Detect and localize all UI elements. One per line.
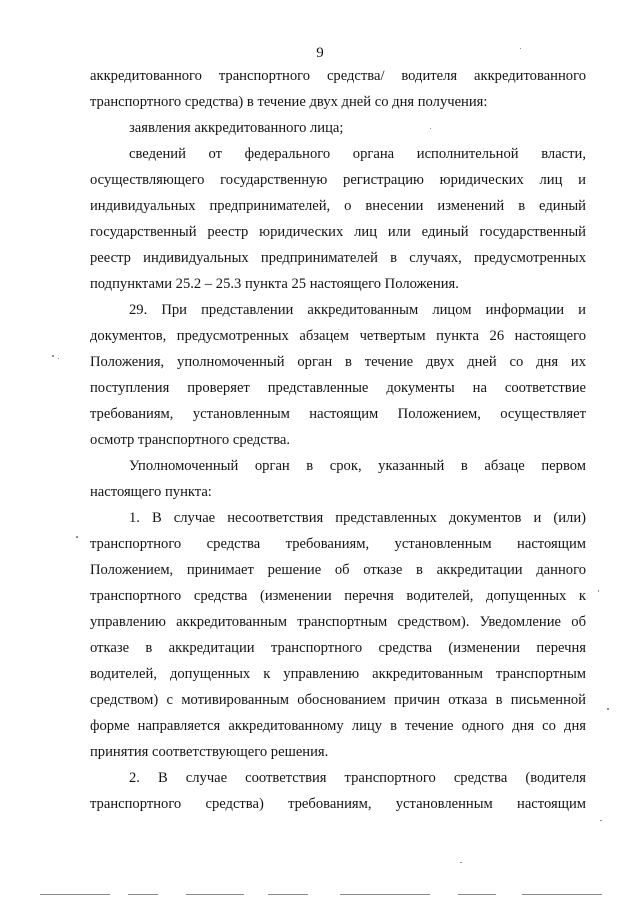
text-line: отказе в аккредитации транспортного средства (изменении перечня [90, 640, 586, 656]
text-line: реестр индивидуальных предпринимателей в случаях, предусмотренных [90, 250, 586, 266]
text-line: форме направляется аккредитованному лицу в течение одного дня со дня [90, 718, 586, 734]
text-line: 29. При представлении аккредитованным лицом информации и [129, 302, 586, 318]
text-line: осмотр транспортного средства. [90, 432, 291, 448]
text-line: 2. В случае соответствия транспортного средства (водителя [129, 770, 586, 786]
text-line: 1. В случае несоответствия представленных документов и (или) [129, 510, 586, 526]
text-line: аккредитованного транспортного средства/ водителя аккредитованного [90, 68, 586, 84]
scan-speck [430, 128, 431, 129]
page-number: 9 [316, 45, 324, 61]
text-line: требованиям, установленным настоящим Положением, осуществляет [90, 406, 586, 422]
text-line: транспортного средства) требованиям, установленным настоящим [90, 796, 586, 812]
scan-speck [76, 536, 78, 538]
text-line: средством) с мотивированным обоснованием причин отказа в письменной [90, 692, 586, 708]
text-line: настоящего пункта: [90, 484, 212, 500]
text-line: Положением, принимает решение об отказе в аккредитации данного [90, 562, 586, 578]
scan-speck [598, 590, 599, 592]
text-line: документов, предусмотренных абзацем четвертым пункта 26 настоящего [90, 328, 586, 344]
text-line: Уполномоченный орган в срок, указанный в абзаце первом [129, 458, 586, 474]
text-line: подпунктами 25.2 – 25.3 пункта 25 настоящего Положения. [90, 276, 459, 292]
scan-speck [607, 708, 609, 710]
text-line: транспортного средства (изменении перечня водителей, допущенных к [90, 588, 586, 604]
text-line: государственный реестр юридических лиц или единый государственный [90, 224, 586, 240]
text-line: транспортного средства) в течение двух дней со дня получения: [90, 94, 488, 110]
text-line: транспортного средства требованиям, установленным настоящим [90, 536, 586, 552]
scan-edge [0, 892, 640, 898]
text-line: сведений от федерального органа исполнительной власти, [129, 146, 586, 162]
text-line: принятия соответствующего решения. [90, 744, 329, 760]
scan-speck [600, 820, 602, 821]
scan-speck [52, 355, 54, 357]
text-line: водителей, допущенных к управлению аккредитованным транспортным [90, 666, 586, 682]
text-line: заявления аккредитованного лица; [129, 120, 344, 136]
text-line: осуществляющего государственную регистрацию юридических лиц и [90, 172, 586, 188]
text-line: поступления проверяет представленные документы на соответствие [90, 380, 586, 396]
scan-speck [460, 862, 462, 863]
scan-speck [520, 48, 521, 49]
scan-speck [58, 358, 59, 359]
text-line: Положения, уполномоченный орган в течение двух дней со дня их [90, 354, 586, 370]
text-line: индивидуальных предпринимателей, о внесении изменений в единый [90, 198, 586, 214]
text-line: управлению аккредитованным транспортным средством). Уведомление об [90, 614, 586, 630]
